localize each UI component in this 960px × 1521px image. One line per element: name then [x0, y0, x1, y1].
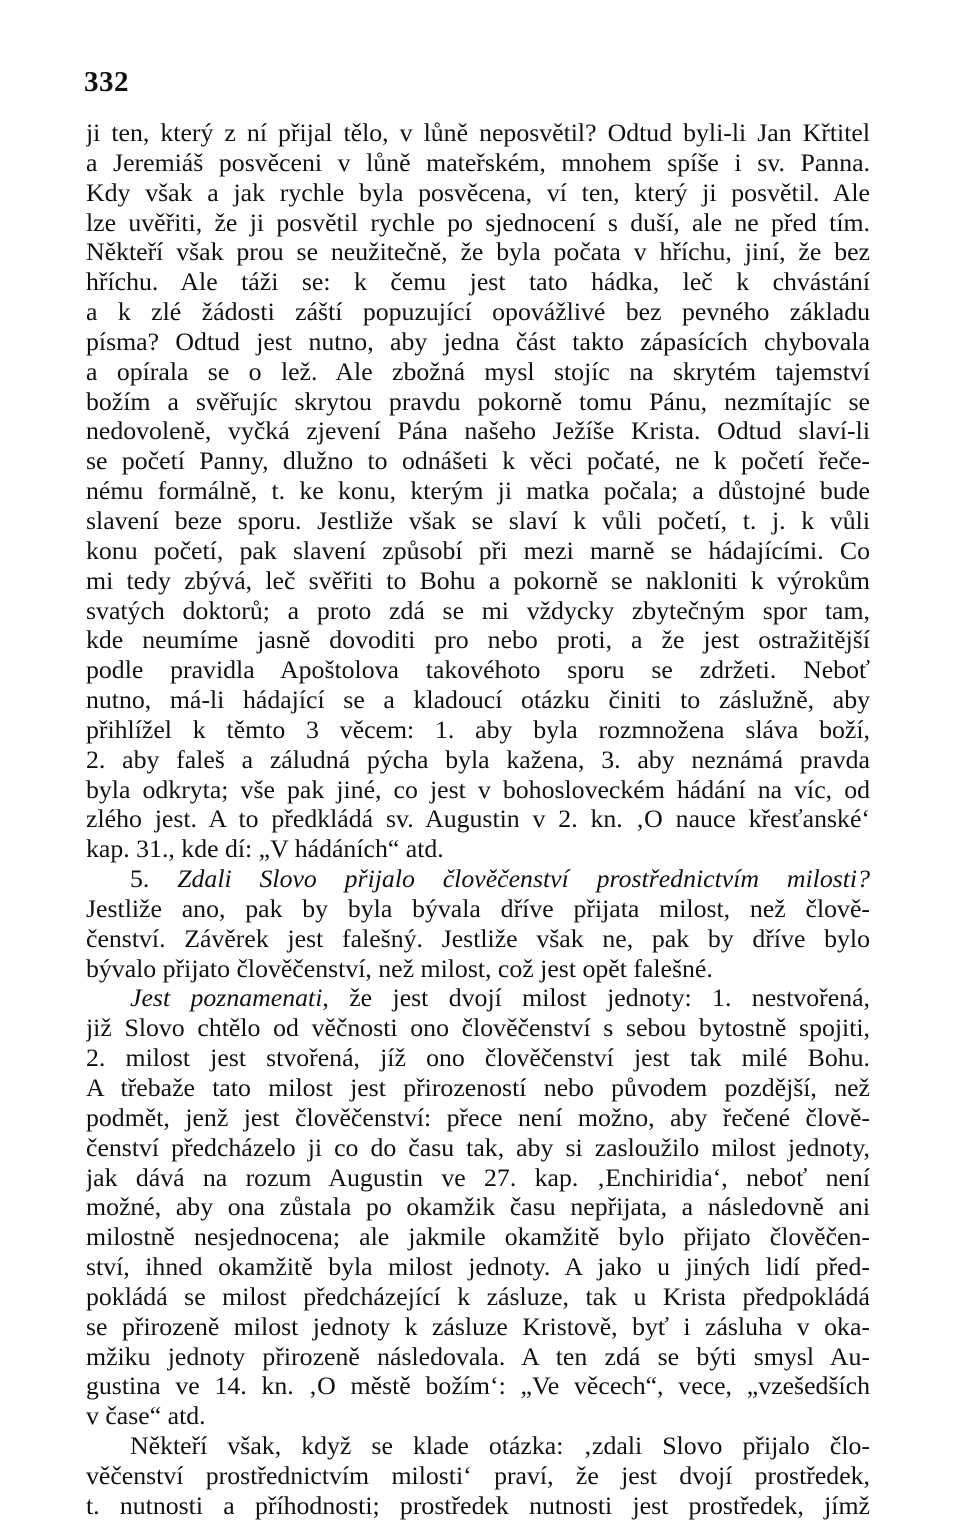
- text-line: již Slovo chtělo od věčnosti ono člověčenství s sebou bytostně spojiti,: [86, 1013, 870, 1043]
- text-line: zlého jest. A to předkládá sv. Augustin v 2. kn. ‚O nauce křesťanské‘: [86, 804, 870, 834]
- text-line: kap. 31., kde dí: „V hádáních“ atd.: [86, 834, 444, 864]
- text-line: nutno, má-li hádající se a kladoucí otázku činiti to záslužně, aby: [86, 685, 870, 715]
- text-line: podmět, jenž jest člověčenství: přece není možno, aby řečené člově-: [86, 1102, 870, 1132]
- text-line: a opírala se o lež. Ale zbožná mysl stojíc na skrytém tajemství: [86, 356, 870, 386]
- text-line: t. nutnosti a příhodnosti; prostředek nutnosti jest prostředek, jímž: [86, 1490, 870, 1520]
- text-line: v čase“ atd.: [86, 1401, 206, 1431]
- text-line: konu početí, pak slavení způsobí při mezi marně se hádajícími. Co: [86, 535, 870, 565]
- text-line: A třebaže tato milost jest přirozeností nebo původem pozdější, než: [86, 1073, 870, 1102]
- text-line: mi tedy zbývá, leč svěřiti to Bohu a pokorně se nakloniti k výrokům: [86, 565, 870, 595]
- text-line: Jestliže ano, pak by byla bývala dříve přijata milost, než člově-: [86, 893, 870, 923]
- text-line: přihlížel k těmto 3 věcem: 1. aby byla rozmnožena sláva boží,: [86, 714, 870, 744]
- text-line: nému formálně, t. ke konu, kterým ji matka počala; a důstojné bude: [86, 476, 870, 506]
- text-line: 2. milost jest stvořená, jíž ono člověčenství jest tak milé Bohu.: [86, 1043, 870, 1073]
- text-line: čenství předcházelo ji co do času tak, aby si zasloužilo milost jednoty,: [86, 1132, 870, 1162]
- text-line: a k zlé žádosti záští popuzující opovážlivé bez pevného základu: [86, 297, 870, 327]
- text-line: čenství. Závěrek jest falešný. Jestliže však ne, pak by dříve bylo: [86, 923, 870, 953]
- text-line: ji ten, který z ní přijal tělo, v lůně neposvětil? Odtud byli-li Jan Křtitel: [86, 118, 870, 147]
- text-line: [86, 983, 870, 1013]
- text-line: slavení beze sporu. Jestliže však se slaví k vůli početí, t. j. k vůli: [86, 505, 870, 535]
- text-line: pokládá se milost předcházející k zásluze, tak u Krista předpokládá: [86, 1281, 870, 1311]
- italic-phrase: Jest poznamenati: [130, 983, 323, 1013]
- text-line: se početí Panny, dlužno to odnášeti k věci počaté, ne k početí řeče-: [86, 446, 870, 476]
- text-line: možné, aby ona zůstala po okamžik času nepřijata, a následovně ani: [86, 1192, 870, 1222]
- italic-phrase: Zdali Slovo přijalo člověčenství prostřednictvím milosti?: [177, 864, 870, 894]
- body-text: [86, 118, 870, 1521]
- line-text: , že jest dvojí milost jednoty: 1. nestvořená,: [322, 983, 870, 1013]
- text-line: Někteří však, když se klade otázka: ‚zdali Slovo přijalo člo-: [130, 1431, 870, 1461]
- text-line: kde neumíme jasně dovoditi pro nebo proti, a že jest ostražitější: [86, 625, 870, 655]
- text-line: byla odkryta; vše pak jiné, co jest v bohosloveckém hádání na víc, od: [86, 774, 870, 804]
- text-line: se přirozeně milost jednoty k zásluze Kristově, byť i zásluha v oka-: [86, 1311, 870, 1341]
- text-line: svatých doktorů; a proto zdá se mi vždycky zbytečným spor tam,: [86, 595, 870, 625]
- text-line: mžiku jednoty přirozeně následovala. A ten zdá se býti smysl Au-: [86, 1341, 870, 1371]
- text-line: lze uvěřiti, že ji posvětil rychle po sjednocení s duší, ale ne před tím.: [86, 207, 870, 237]
- text-line: božím a svěřujíc skrytou pravdu pokorně tomu Pánu, nezmítajíc se: [86, 386, 870, 416]
- text-line: gustina ve 14. kn. ‚O městě božím‘: „Ve věcech“, vece, „vzešedších: [86, 1371, 870, 1401]
- text-line: Kdy však a jak rychle byla posvěcena, ví ten, který ji posvětil. Ale: [86, 177, 870, 207]
- text-line: a Jeremiáš posvěceni v lůně mateřském, mnohem spíše i sv. Panna.: [86, 147, 870, 177]
- text-line: milostně nesjednocena; ale jakmile okamžitě bylo přijato člověčen-: [86, 1222, 870, 1252]
- text-line: bývalo přijato člověčenství, než milost, což jest opět falešné.: [86, 953, 713, 983]
- page-number: 332: [84, 66, 129, 98]
- text-line: [86, 864, 870, 894]
- item-number: 5.: [130, 864, 178, 894]
- text-line: písma? Odtud jest nutno, aby jedna část takto zápasících chybovala: [86, 326, 870, 356]
- text-line: ství, ihned okamžitě byla milost jednoty. A jako u jiných lidí před-: [86, 1252, 870, 1282]
- text-line: podle pravidla Apoštolova takovéhoto sporu se zdržeti. Neboť: [86, 655, 870, 685]
- text-line: Někteří však prou se neužitečně, že byla počata v hříchu, jiní, že bez: [86, 237, 870, 267]
- text-line: věčenství prostřednictvím milosti‘ praví, že jest dvojí prostředek,: [86, 1460, 870, 1490]
- text-line: hříchu. Ale táži se: k čemu jest tato hádka, leč k chvástání: [86, 267, 870, 297]
- text-line: nedovoleně, vyčká zjevení Pána našeho Ježíše Krista. Odtud slaví-li: [86, 416, 870, 446]
- text-line: 2. aby faleš a záludná pýcha byla kažena, 3. aby neznámá pravda: [86, 744, 870, 774]
- text-line: jak dává na rozum Augustin ve 27. kap. ‚Enchiridia‘, neboť není: [86, 1162, 870, 1192]
